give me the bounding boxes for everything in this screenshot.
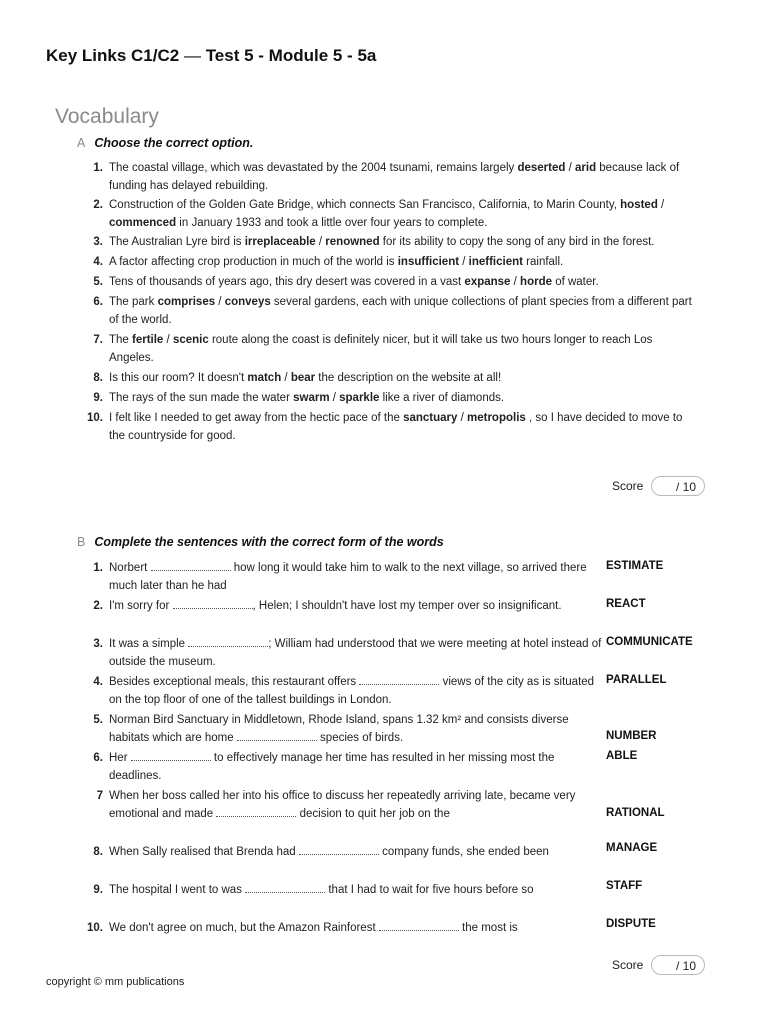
question-a8: 8. Is this our room? It doesn't match / bear the description on the website at all!	[93, 372, 502, 384]
option-a6-2[interactable]: conveys	[224, 296, 271, 308]
question-a7: 7. The fertile / scenic route along the coast is definitely nicer, but it will take us two hours longer to reach Los Angeles.	[93, 334, 653, 364]
option-a1-2[interactable]: arid	[575, 162, 597, 174]
option-a1-1[interactable]: deserted	[517, 162, 566, 174]
option-a9-2[interactable]: sparkle	[339, 392, 380, 404]
question-b1: 1. Norbert how long it would take him to walk to the next village, so arrived there much later than he had	[93, 562, 587, 592]
question-b5: 5. Norman Bird Sanctuary in Middletown, Rhode Island, spans 1.32 km² and consists diverse habitats which are home species of birds.	[93, 714, 569, 744]
option-a4-2[interactable]: inefficient	[468, 256, 523, 268]
option-a2-1[interactable]: hosted	[620, 199, 658, 211]
option-a8-1[interactable]: match	[247, 372, 282, 384]
question-b4: 4. Besides exceptional meals, this restaurant offers views of the city as is situated on the top floor of one of the tallest buildings in London.	[93, 676, 595, 706]
section-title: Vocabulary	[55, 105, 159, 128]
keyword-b5: NUMBER	[606, 730, 657, 742]
copyright-footer: copyright © mm publications	[46, 976, 185, 988]
score-label-b: Score	[612, 958, 644, 972]
question-a10: 10. I felt like I needed to get away from the hectic pace of the sanctuary / metropolis , so I have decided to move to the countryside for good.	[87, 412, 683, 442]
question-b2: 2. I'm sorry for , Helen; I shouldn't have lost my temper over so insignificant.	[93, 600, 562, 612]
question-a1: 1. The coastal village, which was devastated by the 2004 tsunami, remains largely deserted / arid because lack of funding has delayed rebuilding.	[93, 162, 680, 192]
question-a3: 3. The Australian Lyre bird is irreplaceable / renowned for its ability to copy the song of any bird in the forest.	[93, 236, 655, 248]
answer-blank[interactable]	[151, 560, 231, 571]
answer-blank[interactable]	[245, 882, 325, 893]
option-a7-2[interactable]: scenic	[172, 334, 209, 346]
option-a2-2[interactable]: commenced	[109, 217, 177, 229]
option-a8-2[interactable]: bear	[290, 372, 316, 384]
option-a7-1[interactable]: fertile	[132, 334, 164, 346]
option-a10-2[interactable]: metropolis	[467, 412, 526, 424]
score-box-a[interactable]: / 10	[651, 476, 705, 496]
keyword-b2: REACT	[606, 598, 646, 610]
keyword-b1: ESTIMATE	[606, 560, 664, 572]
question-a2: 2. Construction of the Golden Gate Bridge, which connects San Francisco, California, to Marin County, hosted / commenced in January 1933 and took a little over four years to complete.	[93, 199, 665, 229]
question-b7: 7 When her boss called her into his office to discuss her repeatedly arriving late, became very emotional and made decision to quit her job on the	[96, 790, 576, 820]
keyword-b9: STAFF	[606, 880, 643, 892]
question-b6: 6. Her to effectively manage her time has resulted in her missing most the deadlines.	[93, 752, 555, 782]
option-a5-2[interactable]: horde	[520, 276, 552, 288]
option-a6-1[interactable]: comprises	[157, 296, 216, 308]
answer-blank[interactable]	[237, 730, 317, 741]
keyword-b6: ABLE	[606, 750, 638, 762]
question-a6: 6. The park comprises / conveys several gardens, each with unique collections of plant species from a different part of the world.	[93, 296, 692, 326]
answer-blank[interactable]	[216, 806, 296, 817]
keyword-b4: PARALLEL	[606, 674, 667, 686]
answer-blank[interactable]	[173, 598, 253, 609]
keyword-b3: COMMUNICATE	[606, 636, 693, 648]
option-a9-1[interactable]: swarm	[293, 392, 330, 404]
keyword-b10: DISPUTE	[606, 918, 656, 930]
page-title: Key Links C1/C2 — Test 5 - Module 5 - 5a	[46, 46, 377, 65]
part-a-list	[78, 159, 698, 445]
answer-blank[interactable]	[359, 674, 439, 685]
part-a-instruction: A Choose the correct option.	[77, 136, 254, 150]
option-a5-1[interactable]: expanse	[464, 276, 511, 288]
score-label-a: Score	[612, 479, 644, 493]
option-a3-1[interactable]: irreplaceable	[244, 236, 316, 248]
question-a4: 4. A factor affecting crop production in much of the world is insufficient / inefficient rainfall.	[93, 256, 564, 268]
keyword-b7: RATIONAL	[606, 807, 665, 819]
question-b9: 9. The hospital I went to was that I had to wait for five hours before so	[93, 884, 534, 896]
answer-blank[interactable]	[131, 750, 211, 761]
keyword-b8: MANAGE	[606, 842, 658, 854]
question-a5: 5. Tens of thousands of years ago, this dry desert was covered in a vast expanse / horde of water.	[93, 276, 599, 288]
question-b10: 10. We don't agree on much, but the Amazon Rainforest the most is	[87, 922, 518, 934]
option-a3-2[interactable]: renowned	[325, 236, 380, 248]
option-a4-1[interactable]: insufficient	[397, 256, 460, 268]
question-a9: 9. The rays of the sun made the water swarm / sparkle like a river of diamonds.	[93, 392, 505, 404]
score-box-b[interactable]: / 10	[651, 955, 705, 975]
option-a10-1[interactable]: sanctuary	[403, 412, 458, 424]
answer-blank[interactable]	[299, 844, 379, 855]
question-b3: 3. It was a simple ; William had understood that we were meeting at hotel instead of outside the museum.	[93, 638, 602, 668]
answer-blank[interactable]	[188, 636, 268, 647]
part-b-instruction: B Complete the sentences with the correct form of the words	[77, 535, 444, 549]
answer-blank[interactable]	[379, 920, 459, 931]
question-b8: 8. When Sally realised that Brenda had company funds, she ended been	[93, 846, 549, 858]
